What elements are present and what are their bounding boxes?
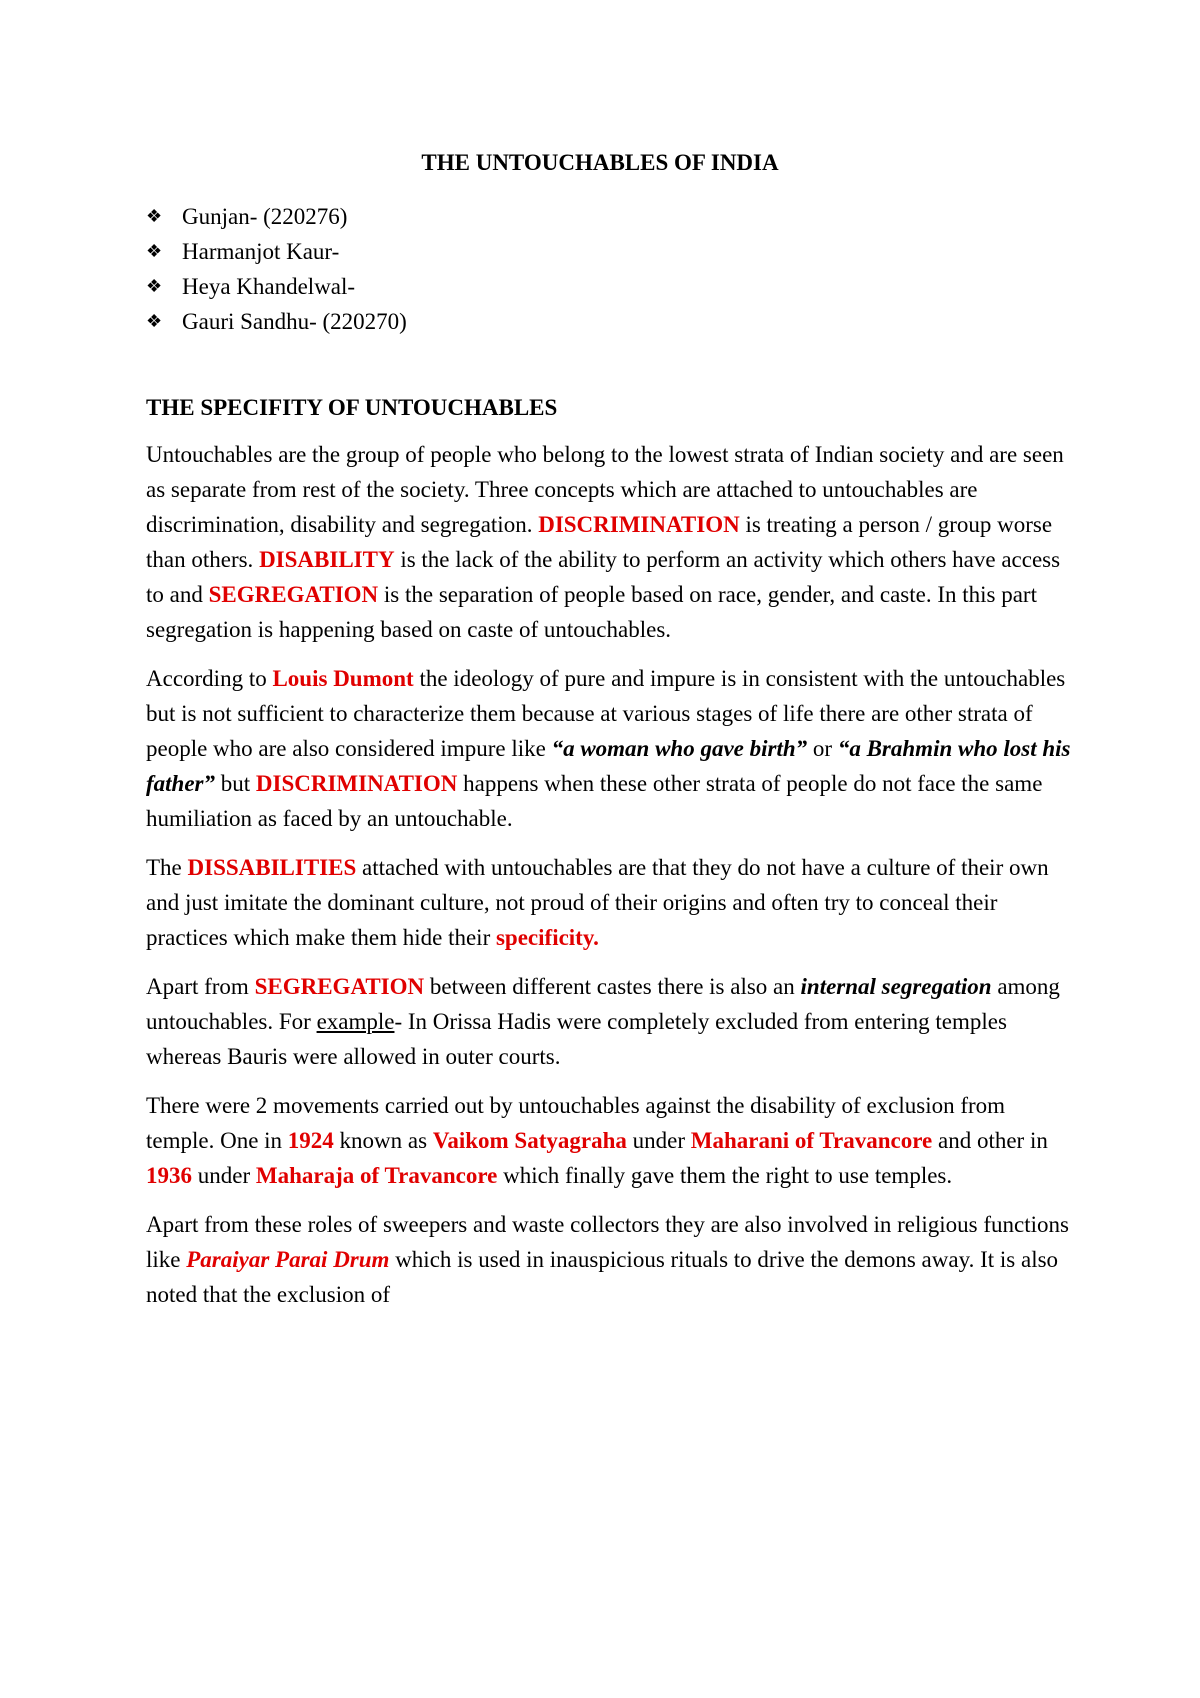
paragraph-text: known as	[333, 1128, 433, 1153]
emphasized-text: SEGREGATION	[254, 974, 425, 999]
emphasized-text: “a Brahmin who lost his father”	[146, 736, 1071, 796]
paragraph-text: is treating a person / group worse than others.	[146, 512, 1053, 572]
paragraph-text: between different castes there is also an	[424, 974, 801, 999]
paragraph-text: is the separation of people based on race, gender, and caste. In this part segregation is happening based on caste of untouchables.	[146, 582, 1037, 642]
emphasized-text: DISSABILITIES	[187, 855, 357, 880]
emphasized-text: Paraiyar Parai Drum	[186, 1247, 390, 1272]
document-title: THE UNTOUCHABLES OF INDIA	[421, 150, 779, 175]
body-paragraph	[146, 661, 1076, 836]
paragraph-text: According to	[146, 666, 273, 691]
author-item	[146, 199, 407, 234]
emphasized-text: Maharani of Travancore	[690, 1128, 933, 1153]
body-paragraph	[146, 969, 1076, 1074]
emphasized-text: specificity.	[495, 925, 599, 950]
emphasized-text: “a woman who gave birth”	[551, 736, 808, 761]
paragraph-text: Apart from	[146, 974, 255, 999]
paragraph-text: which finally gave them the right to use temples.	[497, 1163, 953, 1188]
body-paragraph	[146, 1088, 1076, 1193]
emphasized-text: DISCRIMINATION	[538, 512, 740, 537]
paragraph-text: but	[215, 771, 256, 796]
author-name: Gauri Sandhu- (220270)	[182, 309, 407, 334]
diamond-bullet-icon: ❖	[146, 276, 163, 296]
emphasized-text: internal segregation	[800, 974, 992, 999]
section-heading: THE SPECIFITY OF UNTOUCHABLES	[146, 395, 558, 420]
emphasized-text: DISCRIMINATION	[255, 771, 458, 796]
author-item	[146, 304, 407, 339]
diamond-bullet-icon: ❖	[146, 311, 163, 331]
emphasized-text: SEGREGATION	[208, 582, 379, 607]
author-item	[146, 234, 407, 269]
paragraph-text: Apart from these roles of sweepers and waste collectors they are also involved in religious functions like	[146, 1212, 1069, 1272]
document-body	[146, 437, 1076, 1326]
emphasized-text: 1936	[146, 1163, 192, 1188]
author-item	[146, 269, 407, 304]
emphasized-text: 1924	[287, 1128, 334, 1153]
paragraph-text: and other in	[932, 1128, 1048, 1153]
author-name: Harmanjot Kaur-	[182, 239, 340, 264]
paragraph-text: or	[807, 736, 838, 761]
diamond-bullet-icon: ❖	[146, 206, 163, 226]
emphasized-text: Vaikom Satyagraha	[432, 1128, 627, 1153]
paragraph-text: is the lack of the ability to perform an activity which others have access to and	[146, 547, 1061, 607]
body-paragraph	[146, 437, 1076, 647]
paragraph-text: attached with untouchables are that they do not have a culture of their own and just imitate the dominant culture, not proud of their origins and often try to conceal their practices which make them hide their	[146, 855, 1049, 950]
paragraph-text: among untouchables. For	[146, 974, 1060, 1034]
paragraph-text: Untouchables are the group of people who belong to the lowest strata of Indian society and are seen as separate from rest of the society. Three concepts which are attached to untouchables are discrimination, disability and segregation.	[146, 442, 1064, 537]
emphasized-text: Maharaja of Travancore	[255, 1163, 498, 1188]
paragraph-text: under	[626, 1128, 691, 1153]
body-paragraph	[146, 1207, 1076, 1312]
paragraph-text: which is used in inauspicious rituals to drive the demons away. It is also noted that the exclusion of	[146, 1247, 1059, 1307]
paragraph-text: under	[192, 1163, 256, 1188]
body-paragraph	[146, 850, 1076, 955]
paragraph-text: the ideology of pure and impure is in consistent with the untouchables but is not sufficient to characterize them because at various stages of life there are other strata of people who are also considered impure like	[146, 666, 1066, 761]
emphasized-text: Louis Dumont	[272, 666, 414, 691]
paragraph-text: The	[146, 855, 188, 880]
author-name: Gunjan- (220276)	[182, 204, 348, 229]
diamond-bullet-icon: ❖	[146, 241, 163, 261]
paragraph-text: - In Orissa Hadis were completely excluded from entering temples whereas Bauris were allowed in outer courts.	[146, 1009, 1007, 1069]
author-list	[146, 199, 407, 339]
emphasized-text: DISABILITY	[259, 547, 395, 572]
paragraph-text: There were 2 movements carried out by untouchables against the disability of exclusion from temple. One in	[146, 1093, 1006, 1153]
paragraph-text: happens when these other strata of people do not face the same humiliation as faced by an untouchable.	[146, 771, 1043, 831]
author-name: Heya Khandelwal-	[182, 274, 356, 299]
emphasized-text: example	[316, 1009, 395, 1034]
